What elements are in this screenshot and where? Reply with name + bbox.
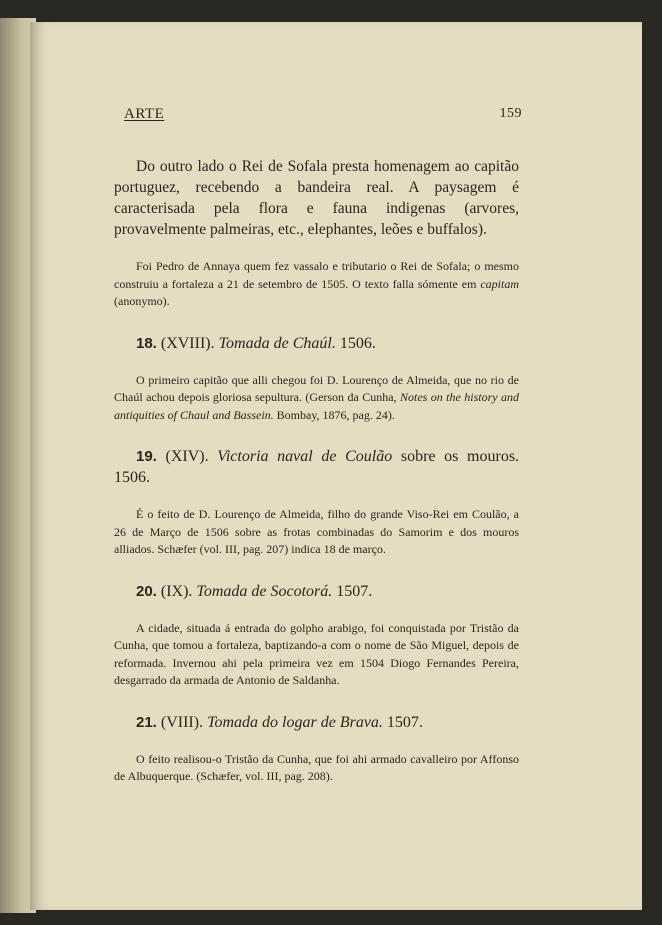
section-roman: (IX). [160, 582, 193, 600]
section-heading-20 [114, 581, 519, 602]
section-note-20: A cidade, situada á entrada do golpho arabigo, foi conquistada por Tristão da Cunha, que tomou a fortaleza, baptizando-a com o nome de São Miguel, depois de reformada. Invernou ahi pela primeira vez em 1504 Diogo Fernandes Pereira, desgarrado da armada de Antonio de Saldanha. [114, 620, 519, 687]
note-part-a: O primeiro capitão que alli chegou foi D. Lourenço de Almeida, que no rio de Chaúl achou depois gloriosa sepultura. (Gerson da Cunha, [114, 372, 519, 404]
section-heading-21 [114, 712, 519, 733]
section-heading-18 [114, 333, 519, 354]
section-number: 18. [136, 334, 157, 352]
note-intro [114, 258, 519, 311]
section-number: 19. [136, 448, 157, 465]
section-note-18 [114, 372, 519, 425]
note-intro-tail: (anonymo). [114, 294, 170, 308]
note-part-b: Bombay, 1876, pag. 24). [276, 407, 395, 422]
section-title: Tomada de Chaúl. [218, 334, 336, 352]
note-intro-text: Foi Pedro de Annaya quem fez vassalo e tributario o Rei de Sofala; o mesmo construiu a fortaleza a 21 de setembro de 1505. O texto falla sómente em [114, 259, 519, 291]
section-note-21: O feito realisou-o Tristão da Cunha, que foi ahi armado cavalleiro por Affonso de Albuquerque. (Schæfer, vol. III, pag. 208). [114, 751, 519, 783]
section-heading-19 [114, 446, 519, 488]
running-title: ARTE [124, 106, 165, 122]
lead-paragraph: Do outro lado o Rei de Sofala presta homenagem ao capitão portuguez, recebendo a bandeira real. A paysagem é caracterisada pela flora e fauna indigenas (arvores, provavelmente palmeiras, etc., elephantes, leões e buffalos). [114, 158, 519, 238]
section-roman: (VIII). [160, 713, 204, 731]
page-content [114, 156, 519, 786]
section-year: 1507. [336, 582, 373, 600]
section-number: 21. [136, 713, 157, 731]
section-roman: (XIV). [165, 448, 209, 465]
note-intro-italic: capitam [480, 276, 520, 291]
section-title: Victoria naval de Coulão [217, 448, 393, 465]
section-year: sobre os mouros. 1506. [114, 448, 520, 486]
page-number: 159 [499, 106, 522, 121]
note-part-italic: Notes on the history and antiquities of Chaul and Bassein. [114, 390, 519, 422]
book-page [30, 22, 642, 910]
section-year: 1506. [339, 334, 376, 352]
section-title: Tomada do logar de Brava. [207, 713, 383, 731]
section-year: 1507. [386, 713, 423, 731]
running-head [124, 106, 522, 123]
section-title: Tomada de Socotorá. [196, 582, 333, 600]
section-number: 20. [136, 582, 157, 600]
section-roman: (XVIII). [160, 334, 215, 352]
section-note-19: É o feito de D. Lourenço de Almeida, filho do grande Viso-Rei em Coulão, a 26 de Março de 1506 sobre as frotas combinadas do Samorim e dos mouros alliados. Schæfer (vol. III, pag. 207) indica 18 de março. [114, 507, 519, 556]
